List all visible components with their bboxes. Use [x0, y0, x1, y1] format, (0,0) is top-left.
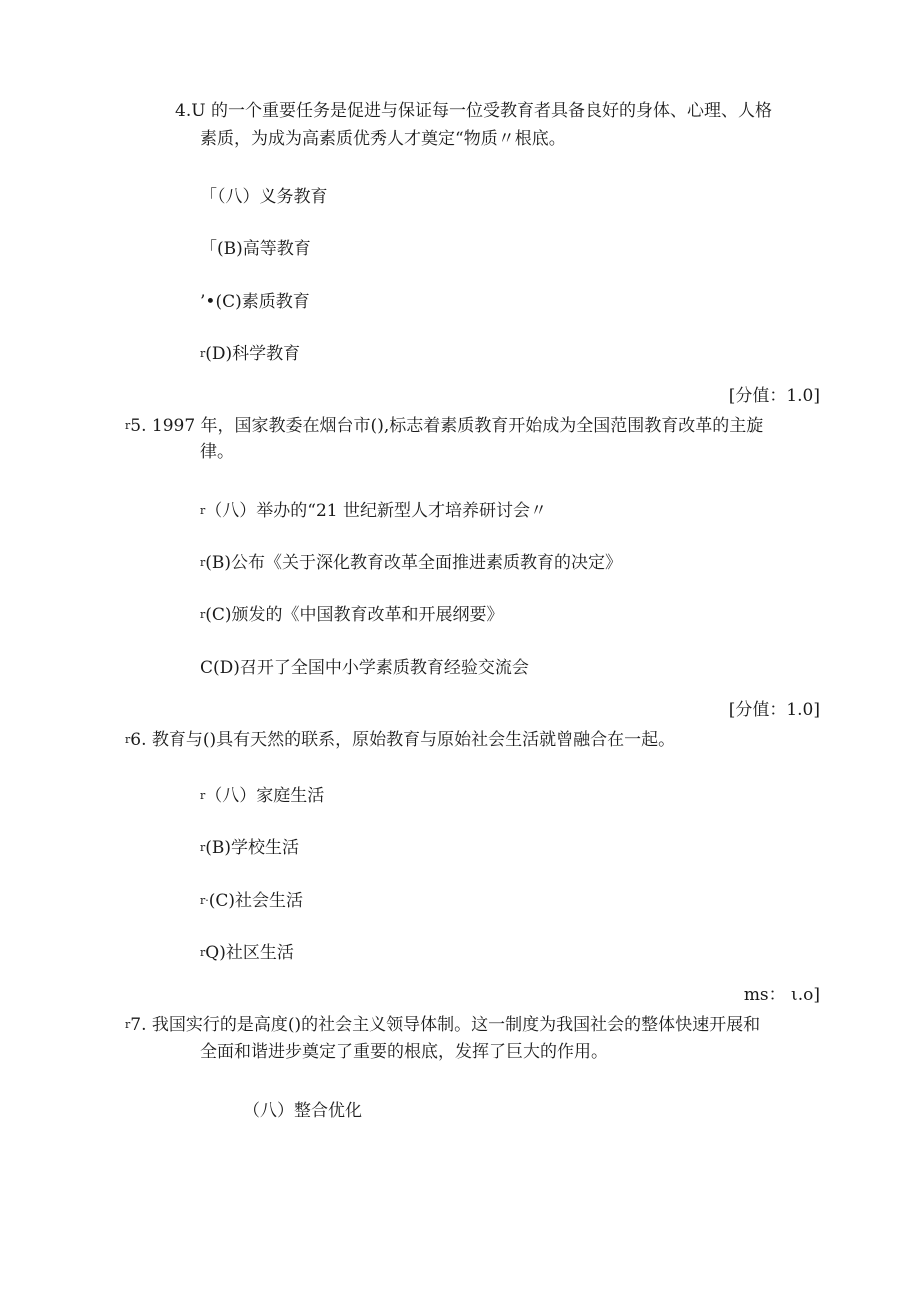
- option-marker: ’•: [200, 292, 216, 312]
- question-4-text-cont: 素质，为成为高素质优秀人才奠定“物质〃根底。: [200, 129, 566, 149]
- question-5-line-1: [125, 411, 763, 436]
- question-marker: r: [125, 733, 131, 746]
- option-label: (C)社会生活: [208, 891, 304, 911]
- option-marker: r: [200, 946, 206, 959]
- question-6-line-1: [125, 725, 675, 750]
- question-6-option-d[interactable]: [200, 938, 294, 963]
- question-marker: r: [125, 1018, 131, 1031]
- option-label: （八）家庭生活: [205, 786, 325, 806]
- question-7-line-2: [200, 1037, 608, 1062]
- question-6-score: ms： ι.o]: [743, 985, 820, 1005]
- option-label: (C)颁发的《中国教育改革和开展纲要》: [205, 605, 504, 625]
- question-4-line-2: [200, 124, 566, 149]
- question-4-score: [分值：1.0]: [728, 386, 820, 406]
- question-marker: r: [125, 419, 131, 432]
- option-label: （八）义务教育: [217, 187, 328, 207]
- question-5-score: [分值：1.0]: [728, 700, 820, 720]
- option-marker: r: [200, 789, 206, 802]
- question-5-option-d[interactable]: [200, 653, 529, 678]
- question-7-option-a[interactable]: [243, 1096, 362, 1121]
- option-marker: 「: [200, 187, 217, 207]
- option-marker: r·: [200, 894, 209, 907]
- option-label: （八）举办的“21 世纪新型人才培养研讨会〃: [205, 501, 547, 521]
- option-marker: r: [200, 556, 206, 569]
- question-5-text-cont: 律。: [200, 442, 234, 462]
- question-6-text: 6. 教育与()具有天然的联系，原始教育与原始社会生活就曾融合在一起。: [130, 730, 676, 750]
- question-5-line-2: [200, 437, 234, 462]
- question-7-text: 7. 我国实行的是高度()的社会主义领导体制。这一制度为我国社会的整体快速开展和: [130, 1015, 761, 1035]
- option-marker: r: [200, 841, 206, 854]
- question-5-text: 5. 1997 年，国家教委在烟台市(),标志着素质教育开始成为全国范围教育改革的主旋: [130, 416, 764, 436]
- question-4-line-1: [175, 96, 772, 121]
- question-5-option-b[interactable]: [200, 548, 622, 573]
- question-4-text: 4.U 的一个重要任务是促进与保证每一位受教育者具备良好的身体、心理、人格: [175, 101, 772, 121]
- option-label: （八）整合优化: [243, 1101, 362, 1121]
- option-marker: 「: [200, 239, 217, 259]
- option-label: (C)素质教育: [215, 292, 310, 312]
- question-6-option-c[interactable]: [200, 886, 303, 911]
- question-4-option-c[interactable]: [200, 287, 310, 312]
- question-6-option-a[interactable]: [200, 781, 324, 806]
- option-marker: C: [200, 658, 214, 678]
- question-5-option-c[interactable]: [200, 600, 504, 625]
- question-5-option-a[interactable]: [200, 496, 547, 521]
- option-marker: r: [200, 347, 206, 360]
- option-label: (B)公布《关于深化教育改革全面推进素质教育的决定》: [205, 553, 623, 573]
- option-label: (D)召开了全国中小学素质教育经验交流会: [213, 658, 529, 678]
- question-4-option-d[interactable]: [200, 339, 300, 364]
- option-marker: r: [200, 504, 206, 517]
- option-label: (D)科学教育: [205, 344, 301, 364]
- question-6-option-b[interactable]: [200, 833, 299, 858]
- question-7-text-cont: 全面和谐进步奠定了重要的根底，发挥了巨大的作用。: [200, 1042, 608, 1062]
- question-4-option-b[interactable]: [200, 234, 311, 259]
- option-label: (B)学校生活: [205, 838, 300, 858]
- option-label: Q)社区生活: [205, 943, 294, 963]
- option-label: (B)高等教育: [217, 239, 311, 259]
- question-4-option-a[interactable]: [200, 182, 328, 207]
- question-7-line-1: [125, 1010, 760, 1035]
- option-marker: r: [200, 608, 206, 621]
